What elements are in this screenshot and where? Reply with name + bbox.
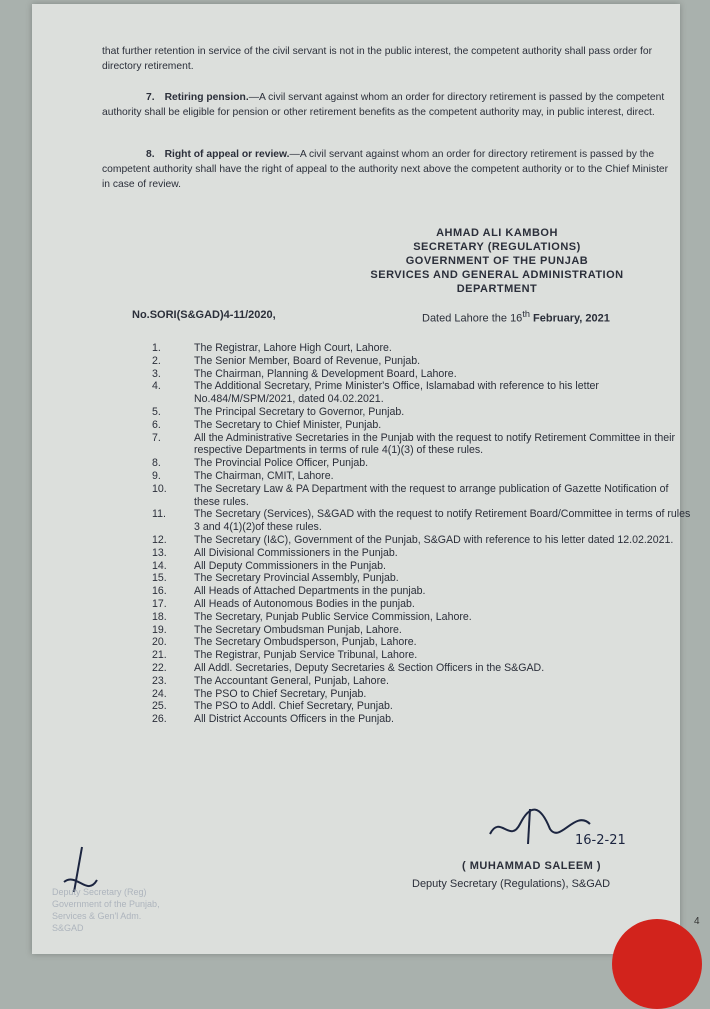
paragraph-8-heading: Right of appeal or review. bbox=[164, 149, 290, 160]
signatory-top: AHMAD ALI KAMBOH SECRETARY (REGULATIONS) GOVERNMENT OF THE PUNJAB SERVICES AND GENERAL ADMINISTRATION DEPARTMENT bbox=[332, 226, 662, 296]
distribution-item-text: All Addl. Secretaries, Deputy Secretaries & Section Officers in the S&GAD. bbox=[194, 661, 545, 674]
paragraph-8: 8. Right of appeal or review.—A civil servant against whom an order for directory retirement is passed by the competent authority shall have the right of appeal to the authority next above the competent authority or to the Chief Minister in case of review. bbox=[102, 149, 669, 190]
distribution-item-number: 3. bbox=[152, 367, 161, 380]
distribution-item-number: 10. bbox=[152, 482, 167, 495]
distribution-item-text: The Registrar, Punjab Service Tribunal, Lahore. bbox=[194, 649, 418, 662]
distribution-item bbox=[152, 406, 692, 419]
distribution-item-number: 4. bbox=[152, 380, 161, 393]
distribution-item-number: 16. bbox=[152, 585, 167, 598]
distribution-item-number: 12. bbox=[152, 533, 167, 546]
distribution-item bbox=[152, 675, 692, 688]
distribution-item bbox=[152, 432, 692, 458]
distribution-item bbox=[152, 470, 692, 483]
distribution-item-number: 5. bbox=[152, 405, 161, 418]
distribution-item-text: The Senior Member, Board of Revenue, Punjab. bbox=[194, 354, 421, 367]
distribution-item-number: 15. bbox=[152, 572, 167, 585]
distribution-item bbox=[152, 547, 692, 560]
distribution-item-text: The Chairman, Planning & Development Board, Lahore. bbox=[194, 367, 457, 380]
distribution-item bbox=[152, 688, 692, 701]
distribution-item-text: The Secretary to Chief Minister, Punjab. bbox=[194, 418, 382, 431]
distribution-item-number: 8. bbox=[152, 457, 161, 470]
distribution-item-number: 23. bbox=[152, 674, 167, 687]
distribution-item-number: 1. bbox=[152, 342, 161, 354]
distribution-item bbox=[152, 624, 692, 637]
distribution-item-text: All Heads of Attached Departments in the punjab. bbox=[194, 585, 426, 598]
distribution-item bbox=[152, 598, 692, 611]
distribution-item bbox=[152, 483, 692, 509]
distribution-item-text: The PSO to Chief Secretary, Punjab. bbox=[194, 687, 367, 700]
distribution-item-number: 20. bbox=[152, 636, 167, 649]
distribution-item-text: The Secretary Law & PA Department with the request to arrange publication of Gazette Notification of these rules. bbox=[194, 482, 669, 508]
distribution-item bbox=[152, 662, 692, 675]
distribution-item-text: The Chairman, CMIT, Lahore. bbox=[194, 469, 334, 482]
distribution-item-number: 7. bbox=[152, 431, 161, 444]
distribution-item-number: 11. bbox=[152, 508, 166, 521]
distribution-item bbox=[152, 700, 692, 713]
distribution-item bbox=[152, 534, 692, 547]
distribution-item-text: The Principal Secretary to Governor, Punjab. bbox=[194, 405, 405, 418]
paragraph-7-heading: Retiring pension. bbox=[164, 92, 249, 103]
dated-line: Dated Lahore the 16th February, 2021 bbox=[422, 309, 610, 325]
distribution-item-number: 25. bbox=[152, 700, 167, 713]
distribution-item-text: All Divisional Commissioners in the Punjab. bbox=[194, 546, 398, 559]
distribution-item-text: The Provincial Police Officer, Punjab. bbox=[194, 457, 369, 470]
distribution-item-number: 9. bbox=[152, 469, 161, 482]
distribution-item-number: 26. bbox=[152, 713, 167, 726]
distribution-item-text: All Deputy Commissioners in the Punjab. bbox=[194, 559, 386, 572]
distribution-item bbox=[152, 355, 692, 368]
distribution-item-text: The Secretary (I&C), Government of the Punjab, S&GAD with reference to his letter dated 12.02.2021. bbox=[194, 533, 674, 546]
distribution-item-number: 24. bbox=[152, 687, 167, 700]
distribution-item-text: The Additional Secretary, Prime Minister's Office, Islamabad with reference to his letter No.484/M/SPM/2021, dated 04.02.2021. bbox=[194, 380, 599, 406]
distribution-item bbox=[152, 368, 692, 381]
distribution-item-text: All District Accounts Officers in the Punjab. bbox=[194, 713, 394, 726]
distribution-item-number: 22. bbox=[152, 661, 167, 674]
distribution-item bbox=[152, 713, 692, 726]
distribution-item bbox=[152, 380, 692, 406]
distribution-item bbox=[152, 649, 692, 662]
distribution-item bbox=[152, 572, 692, 585]
signature-date: 16-2-21 bbox=[575, 833, 626, 848]
distribution-item bbox=[152, 611, 692, 624]
paragraph-continuation: that further retention in service of the civil servant is not in the public interest, the competent authority shall pass order for directory retirement. bbox=[102, 46, 653, 72]
red-corner-mark bbox=[612, 919, 702, 1009]
distribution-item bbox=[152, 508, 692, 534]
distribution-list bbox=[152, 342, 692, 726]
distribution-item-number: 6. bbox=[152, 418, 161, 431]
document-page bbox=[32, 4, 700, 954]
distribution-item-number: 2. bbox=[152, 354, 161, 367]
distribution-item-number: 13. bbox=[152, 546, 167, 559]
distribution-item-text: All the Administrative Secretaries in the Punjab with the request to notify Retirement Committee in their respective Departments in terms of rule 4(1)(3) of these rules. bbox=[194, 431, 676, 457]
reference-number: No.SORI(S&GAD)4-11/2020, bbox=[132, 309, 276, 321]
signatory-top-name: AHMAD ALI KAMBOH bbox=[436, 227, 558, 239]
signatory-bottom-designation: Deputy Secretary (Regulations), S&GAD bbox=[412, 878, 611, 890]
distribution-item-text: The Secretary Ombudsman Punjab, Lahore. bbox=[194, 623, 402, 636]
distribution-item-text: The Secretary Provincial Assembly, Punjab. bbox=[194, 572, 399, 585]
distribution-item bbox=[152, 585, 692, 598]
distribution-item-text: The Secretary, Punjab Public Service Commission, Lahore. bbox=[194, 610, 472, 623]
paragraph-7: 7. Retiring pension.—A civil servant against whom an order for directory retirement is passed by the competent authority shall be eligible for pension or other retirement benefits as the competent authority may, in public interest, direct. bbox=[102, 92, 665, 118]
signatory-bottom-name: ( MUHAMMAD SALEEM ) bbox=[462, 860, 602, 872]
distribution-item bbox=[152, 342, 692, 355]
distribution-item-text: All Heads of Autonomous Bodies in the punjab. bbox=[194, 597, 415, 610]
distribution-item-text: The Secretary (Services), S&GAD with the request to notify Retirement Board/Committee in terms of rules 3 and 4(1)(2)of these rules. bbox=[194, 508, 691, 534]
handwritten-signature bbox=[480, 794, 630, 854]
distribution-item-number: 14. bbox=[152, 559, 167, 572]
page-marker: 4 bbox=[694, 916, 700, 927]
office-stamp: Deputy Secretary (Reg) Government of the Punjab, Services & Gen'l Adm. S&GAD bbox=[52, 887, 160, 933]
distribution-item-text: The PSO to Addl. Chief Secretary, Punjab. bbox=[194, 700, 393, 713]
distribution-item bbox=[152, 419, 692, 432]
distribution-item-number: 21. bbox=[152, 649, 167, 662]
distribution-item bbox=[152, 560, 692, 573]
distribution-item-text: The Secretary Ombudsperson, Punjab, Lahore. bbox=[194, 636, 417, 649]
distribution-item bbox=[152, 636, 692, 649]
distribution-item-number: 18. bbox=[152, 610, 167, 623]
distribution-item-text: The Accountant General, Punjab, Lahore. bbox=[194, 674, 389, 687]
distribution-item-number: 17. bbox=[152, 597, 167, 610]
distribution-item bbox=[152, 457, 692, 470]
distribution-item-number: 19. bbox=[152, 623, 167, 636]
distribution-item-text: The Registrar, Lahore High Court, Lahore. bbox=[194, 342, 392, 354]
